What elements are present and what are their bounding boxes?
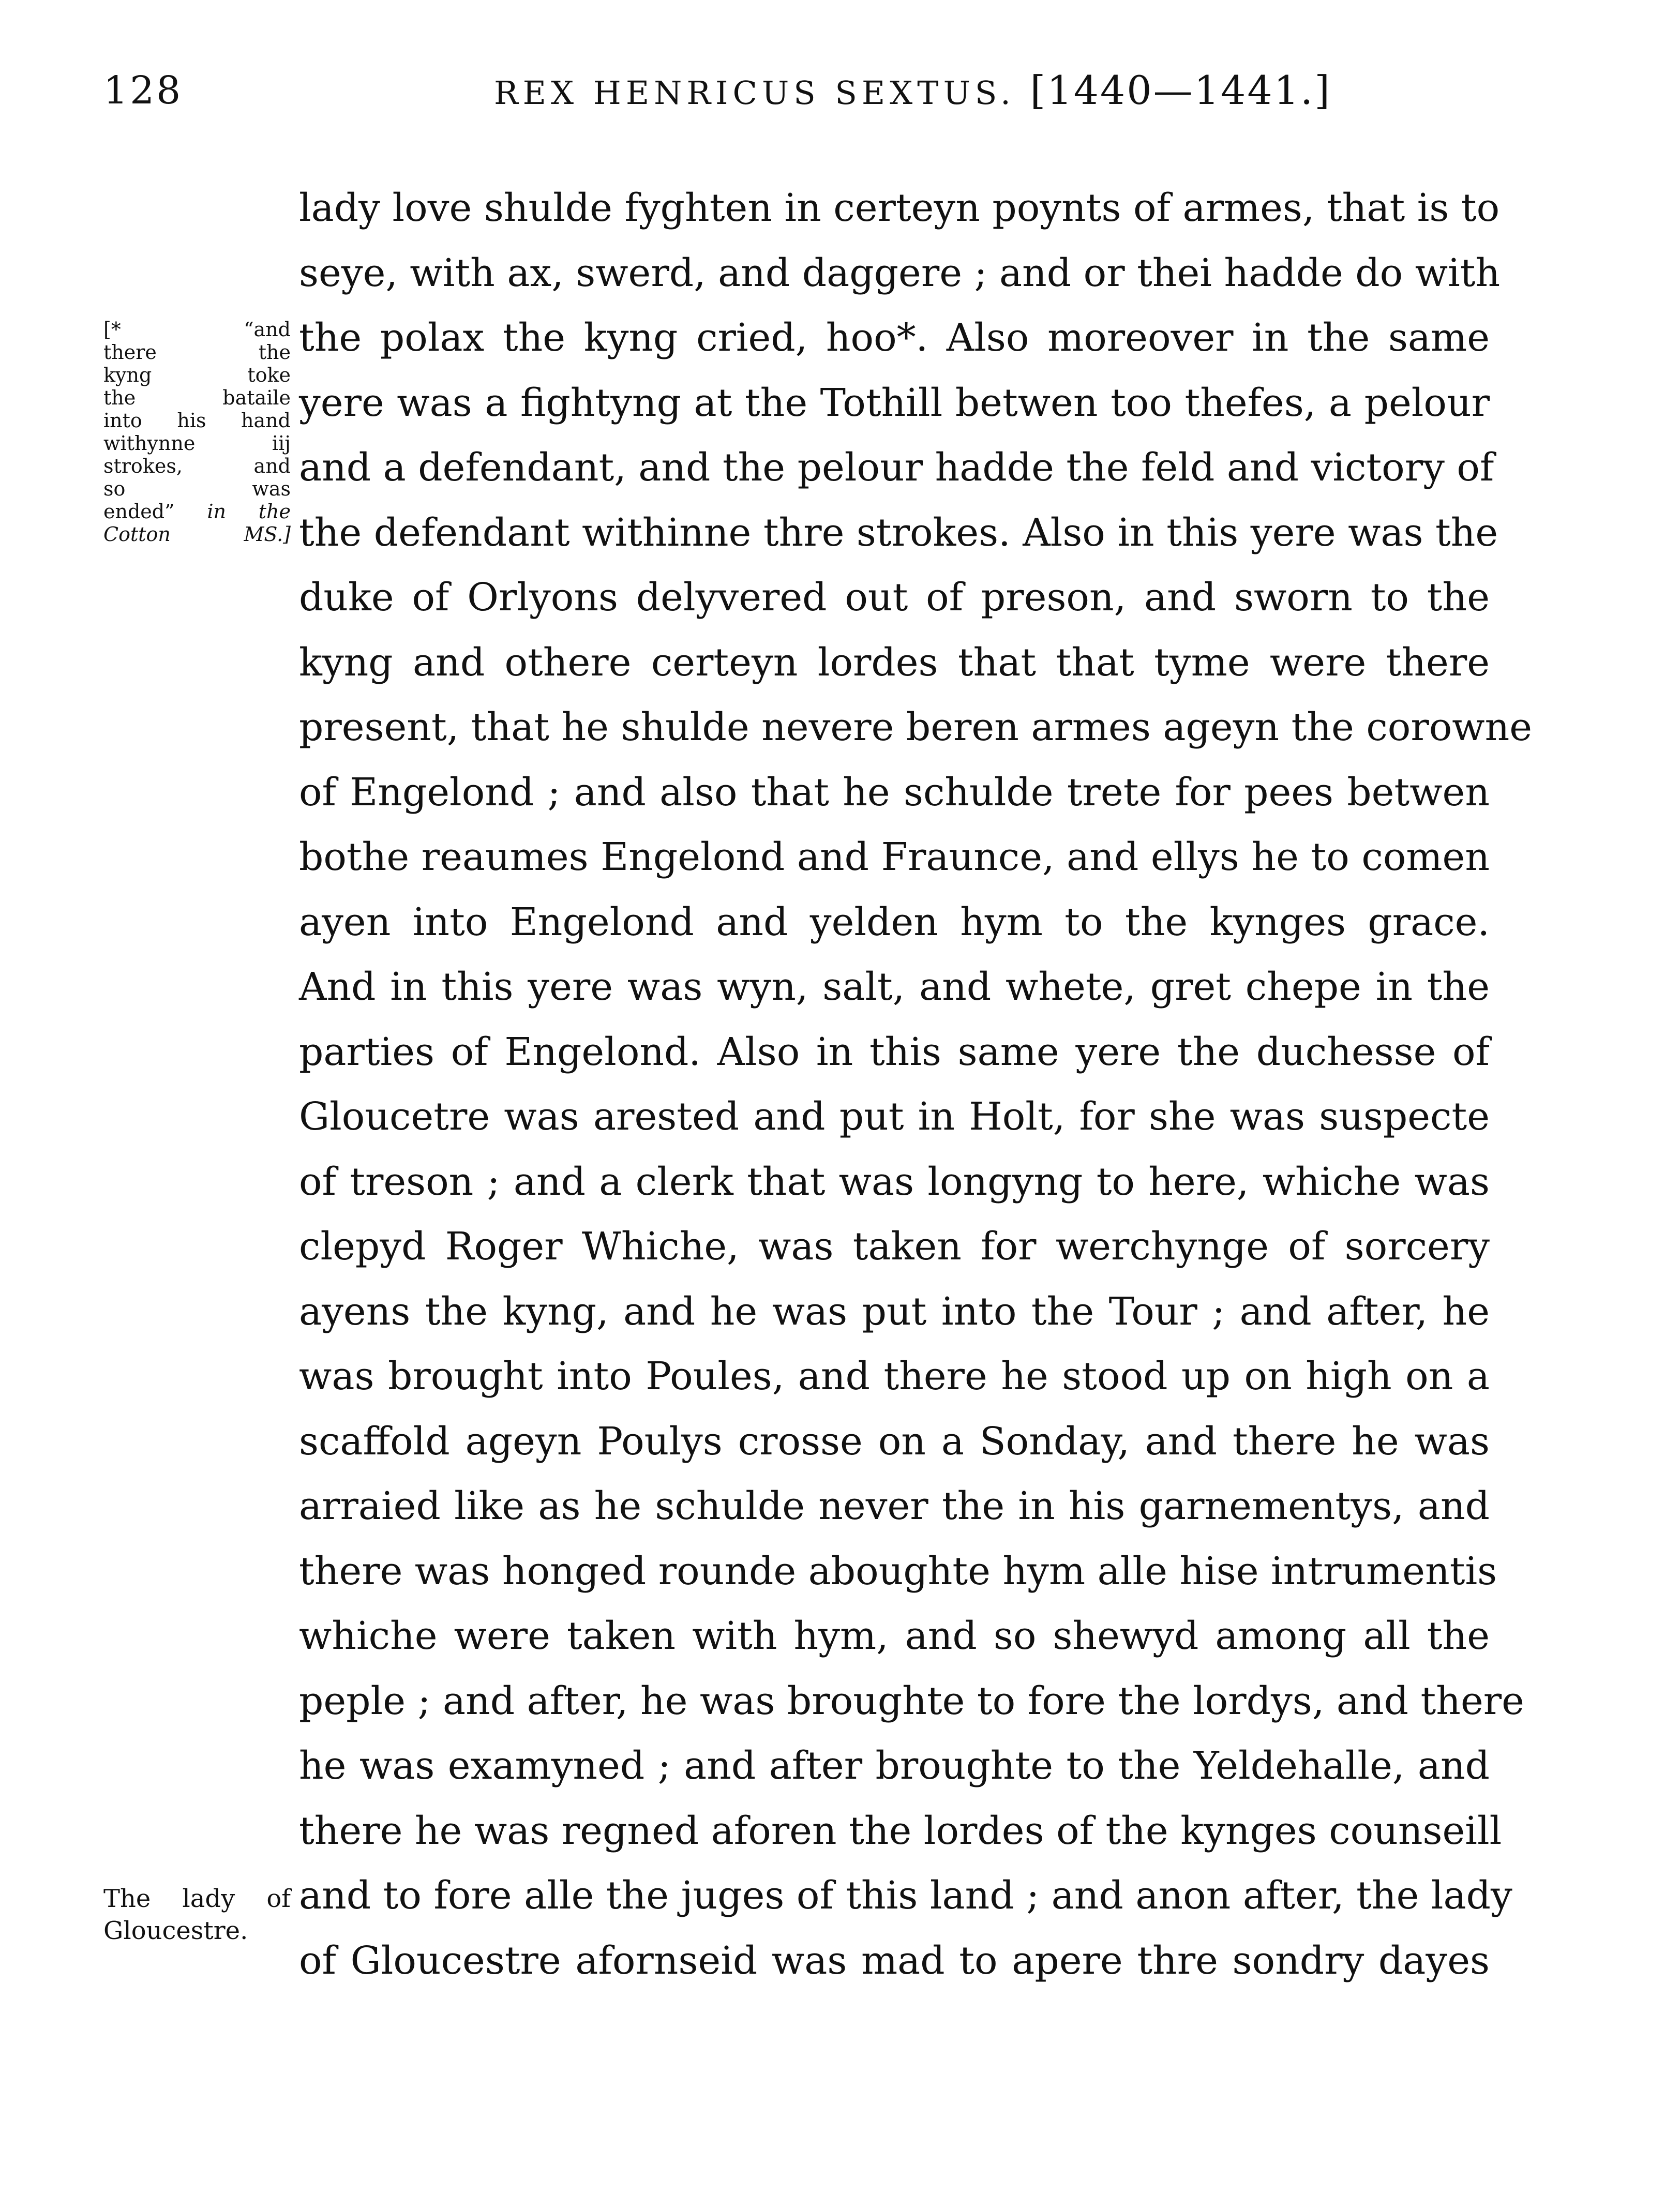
text-line: parties of Engelond. Also in this same yere the duchesse of [299, 1029, 1490, 1074]
sidenote-line: Gloucestre. [103, 1916, 248, 1945]
text-line: seye, with ax, swerd, and daggere ; and or thei hadde do with [299, 250, 1501, 295]
sidenote-in-the: in the [207, 500, 291, 523]
text-line: of treson ; and a clerk that was longyng to here, whiche was [299, 1159, 1490, 1204]
text-line: duke of Orlyons delyvered out of preson, and sworn to the [299, 575, 1490, 620]
running-title: REX HENRICUS SEXTUS. [494, 74, 1015, 112]
sidenote-line: The lady of [103, 1884, 291, 1913]
text-line: of Gloucestre afornseid was mad to apere thre sondry dayes [299, 1938, 1490, 1983]
sidenote-ended: ended” [103, 500, 175, 523]
text-line: present, that he shulde nevere beren armes ageyn the corowne [299, 705, 1533, 749]
text-line: kyng and othere certeyn lordes that that tyme were there [299, 640, 1490, 685]
text-line: lady love shulde fyghten in certeyn poynts of armes, that is to [299, 186, 1500, 230]
text-line: and to fore alle the juges of this land ; and anon after, the lady [299, 1873, 1512, 1918]
sidenote-lady-of-gloucestre [103, 1883, 291, 1947]
text-line: there was honged rounde aboughte hym alle hise intrumentis [299, 1549, 1497, 1594]
text-line: ayens the kyng, and he was put into the Tour ; and after, he [299, 1289, 1490, 1334]
text-line: scaffold ageyn Poulys crosse on a Sonday, and there he was [299, 1419, 1490, 1464]
sidenote-line: Cotton MS.] [103, 523, 291, 546]
text-line: arraied like as he schulde never the in his garnementys, and [299, 1484, 1490, 1528]
running-head-years: [1440—1441.] [1030, 67, 1331, 113]
text-line: whiche were taken with hym, and so shewyd among all the [299, 1614, 1490, 1658]
main-text [299, 176, 1533, 1993]
sidenote-line [103, 500, 291, 523]
sidenote-line: strokes, and [103, 455, 291, 477]
text-line: And in this yere was wyn, salt, and whete, gret chepe in the [299, 965, 1490, 1009]
sidenote-line: there the [103, 341, 291, 364]
sidenote-line: into his hand [103, 409, 291, 432]
sidenote-line: the bataile [103, 386, 291, 409]
text-line: peple ; and after, he was broughte to fore the lordys, and there [299, 1678, 1524, 1723]
text-line: the polax the kyng cried, hoo*. Also moreover in the same [299, 315, 1490, 360]
text-line: of Engelond ; and also that he schulde trete for pees betwen [299, 770, 1490, 815]
text-line: the defendant withinne thre strokes. Also in this yere was the [299, 510, 1498, 555]
text-line: yere was a fightyng at the Tothill betwen too thefes, a pelour [299, 380, 1490, 425]
sidenote-line: [* “and [103, 318, 291, 341]
text-line: bothe reaumes Engelond and Fraunce, and ellys he to comen [299, 835, 1490, 879]
text-line: was brought into Poules, and there he stood up on high on a [299, 1354, 1490, 1399]
text-line: and a defendant, and the pelour hadde the feld and victory of [299, 445, 1494, 490]
text-line: ayen into Engelond and yelden hym to the kynges grace. [299, 899, 1490, 944]
text-line: there he was regned aforen the lordes of the kynges counseill [299, 1808, 1502, 1853]
sidenote-line: so was [103, 477, 291, 500]
sidenote-line: kyng toke [103, 364, 291, 386]
sidenote-line: withynne iij [103, 432, 291, 455]
page-number: 128 [103, 68, 183, 113]
text-line: he was examyned ; and after broughte to the Yeldehalle, and [299, 1744, 1490, 1788]
text-line: clepyd Roger Whiche, was taken for werchynge of sorcery [299, 1224, 1490, 1269]
running-head [494, 67, 1331, 116]
sidenote-footnote [103, 318, 291, 546]
text-line: Gloucetre was arested and put in Holt, for she was suspecte [299, 1094, 1490, 1139]
